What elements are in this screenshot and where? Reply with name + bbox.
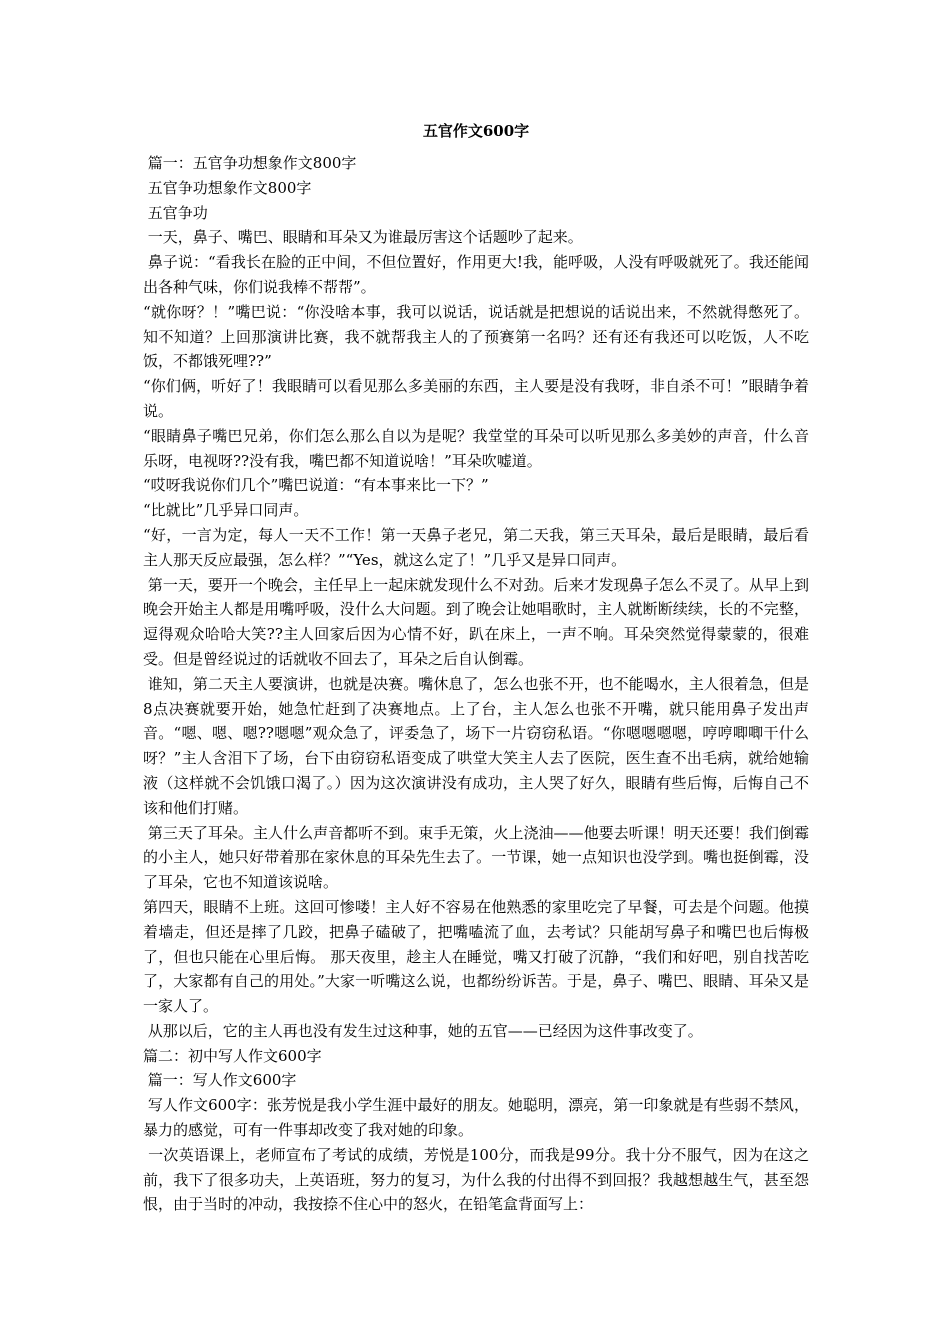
paragraph: 第三天了耳朵。主人什么声音都听不到。束手无策，火上浇油——他要去听课！明天还要！我们倒霉的小主人，她只好带着那在家休息的耳朵先生去了。一节课，她一点知识也没学到。嘴也挺倒霉，没了耳朵，它也不知道该说啥。	[143, 823, 809, 892]
document-page	[143, 120, 809, 1217]
paragraph: 一天，鼻子、嘴巴、眼睛和耳朵又为谁最厉害这个话题吵了起来。	[143, 228, 583, 247]
paragraph: 第一天，要开一个晚会，主任早上一起床就发现什么不对劲。后来才发现鼻子怎么不灵了。从早上到晚会开始主人都是用嘴呼吸，没什么大问题。到了晚会让她唱歌时，主人就断断续续，长的不完整，逗得观众哈哈大笑??主人回家后因为心情不好，趴在床上，一声不响。耳朵突然觉得蒙蒙的，很难受。但是曾经说过的话就收不回去了，耳朵之后自认倒霉。	[143, 575, 809, 668]
paragraph: “眼睛鼻子嘴巴兄弟，你们怎么那么自以为是呢？我堂堂的耳朵可以听见那么多美妙的声音，什么音乐呀，电视呀??没有我，嘴巴都不知道说啥！”耳朵吹嘘道。	[143, 426, 809, 470]
document-title: 五官作文600字	[422, 122, 530, 140]
paragraph: 五官争功	[143, 203, 208, 222]
paragraph: “就你呀？！”嘴巴说：“你没啥本事，我可以说话，说话就是把想说的话说出来，不然就得憋死了。知不知道？上回那演讲比赛，我不就帮我主人的了预赛第一名吗？还有还有我还可以吃饭，人不吃饭，不都饿死哩??”	[143, 302, 809, 371]
paragraph: 从那以后，它的主人再也没有发生过这种事，她的五官——已经因为这件事改变了。	[143, 1021, 703, 1040]
section-heading: 篇二：初中写人作文600字	[143, 1046, 322, 1065]
paragraph: 一次英语课上，老师宣布了考试的成绩，芳悦是100分，而我是99分。我十分不服气，因为在这之前，我下了很多功夫，上英语班，努力的复习，为什么我的付出得不到回报？我越想越生气，甚至怨恨，由于当时的冲动，我按捺不住心中的怒火，在铅笔盒背面写上：	[143, 1145, 809, 1214]
paragraph: 鼻子说：“看我长在脸的正中间，不但位置好，作用更大!我，能呼吸，人没有呼吸就死了。我还能闻出各种气味，你们说我棒不帮帮”。	[143, 253, 809, 296]
paragraph: 写人作文600字：张芳悦是我小学生涯中最好的朋友。她聪明，漂亮，第一印象就是有些弱不禁风，暴力的感觉，可有一件事却改变了我对她的印象。	[143, 1096, 809, 1140]
paragraph: “好，一言为定，每人一天不工作！第一天鼻子老兄，第二天我，第三天耳朵，最后是眼睛，最后看主人那天反应最强，怎么样？”“Yes，就这么定了！”几乎又是异口同声。	[143, 525, 809, 569]
paragraph: 五官争功想象作文800字	[143, 178, 312, 197]
subsection-heading: 篇一：写人作文600字	[143, 1071, 297, 1090]
document-body	[143, 151, 809, 1217]
paragraph: 第四天，眼睛不上班。这回可惨喽！主人好不容易在他熟悉的家里吃完了早餐，可去是个问题。他摸着墙走，但还是摔了几跤，把鼻子磕破了，把嘴嗑流了血，去考试？只能胡写鼻子和嘴巴也后悔极了，但也只能在心里后悔。 那天夜里，趁主人在睡觉，嘴又打破了沉静，“我们和好吧，别自找苦吃了，大家都有自己的用处。”大家一听嘴这么说，也都纷纷诉苦。于是，鼻子、嘴巴、眼睛、耳朵又是一家人了。	[143, 897, 809, 1016]
paragraph: “比就比”几乎异口同声。	[143, 501, 309, 520]
paragraph: “哎呀我说你们几个”嘴巴说道：“有本事来比一下？”	[143, 476, 489, 495]
paragraph: 篇一：五官争功想象作文800字	[143, 154, 357, 172]
paragraph: “你们俩，听好了！我眼睛可以看见那么多美丽的东西，主人要是没有我呀，非自杀不可！”眼睛争着说。	[143, 377, 809, 420]
paragraph: 谁知，第二天主人要演讲，也就是决赛。嘴休息了，怎么也张不开，也不能喝水，主人很着急，但是8点决赛就要开始，她急忙赶到了决赛地点。上了台，主人怎么也张不开嘴，就只能用鼻子发出声音。“嗯、嗯、嗯??嗯嗯”观众急了，评委急了，场下一片窃窃私语。“你嗯嗯嗯嗯，哼哼唧唧干什么呀？”主人含泪下了场，台下由窃窃私语变成了哄堂大笑主人去了医院，医生查不出毛病，就给她输液（这样就不会饥饿口渴了。）因为这次演讲没有成功，主人哭了好久，眼睛有些后悔，后悔自己不该和他们打赌。	[143, 674, 809, 817]
